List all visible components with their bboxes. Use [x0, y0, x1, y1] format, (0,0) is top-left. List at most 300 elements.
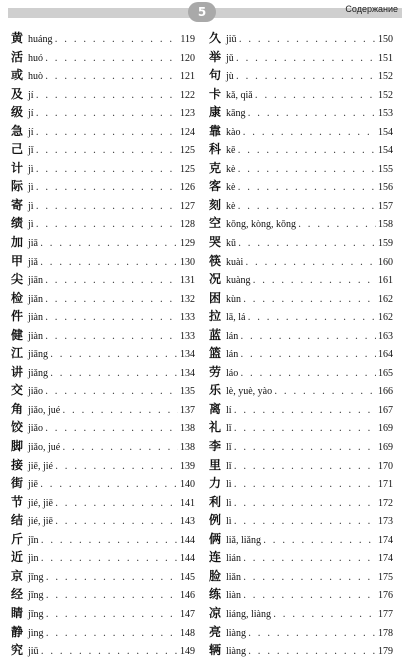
entry-pinyin: jié, jiē — [28, 516, 53, 528]
index-entry — [209, 29, 393, 48]
entry-pinyin: lán — [226, 330, 239, 342]
entry-page-number: 156 — [378, 182, 393, 194]
dot-leader — [242, 127, 376, 138]
dot-leader — [243, 553, 376, 564]
entry-page-number: 144 — [180, 553, 195, 565]
dot-leader — [237, 182, 376, 193]
entry-page-number: 127 — [180, 200, 195, 212]
entry-character: 静 — [11, 624, 24, 639]
index-entry — [11, 289, 195, 308]
entry-pinyin: láo — [226, 367, 239, 379]
dot-leader — [234, 479, 376, 490]
entry-page-number: 163 — [378, 330, 393, 342]
entry-page-number: 145 — [180, 571, 195, 583]
entry-character: 件 — [11, 309, 24, 324]
entry-page-number: 166 — [378, 386, 393, 398]
index-entry — [11, 418, 195, 437]
entry-character: 黄 — [11, 31, 24, 45]
entry-character: 际 — [11, 179, 24, 194]
entry-pinyin: jì — [28, 200, 34, 212]
entry-character: 街 — [11, 476, 24, 491]
entry-page-number: 147 — [180, 608, 195, 620]
dot-leader — [237, 145, 376, 156]
entry-character: 久 — [209, 31, 222, 45]
entry-page-number: 162 — [378, 293, 393, 305]
index-entry — [209, 307, 393, 326]
dot-leader — [41, 535, 178, 546]
entry-pinyin: jiǎo, jué — [28, 404, 61, 416]
entry-character: 离 — [209, 401, 222, 416]
dot-leader — [237, 201, 376, 212]
entry-page-number: 169 — [378, 442, 393, 454]
entry-pinyin: jīng — [28, 571, 44, 583]
entry-character: 尖 — [11, 272, 24, 287]
dot-leader — [36, 164, 178, 175]
entry-pinyin: jiē, jié — [28, 460, 53, 472]
index-entry — [209, 85, 393, 104]
entry-character: 活 — [11, 49, 24, 64]
entry-pinyin: huó — [28, 52, 43, 64]
entry-pinyin: lè, yuè, yào — [226, 386, 273, 398]
dot-leader — [248, 628, 376, 639]
entry-character: 经 — [11, 587, 24, 602]
entry-page-number: 148 — [180, 627, 195, 639]
entry-character: 连 — [209, 550, 222, 565]
entry-character: 筷 — [209, 253, 222, 268]
entry-page-number: 124 — [180, 126, 195, 138]
entry-page-number: 138 — [180, 442, 195, 454]
entry-character: 力 — [209, 476, 222, 491]
entry-pinyin: liǎn — [226, 571, 241, 583]
entry-character: 卡 — [209, 86, 222, 101]
index-entry — [209, 418, 393, 437]
entry-character: 刻 — [209, 197, 222, 212]
index-entry — [11, 530, 195, 549]
entry-page-number: 138 — [180, 423, 195, 435]
index-entry — [209, 48, 393, 67]
entry-character: 脚 — [11, 439, 24, 454]
entry-page-number: 152 — [378, 89, 393, 101]
entry-pinyin: jìng — [28, 627, 44, 639]
entry-pinyin: liàng — [226, 627, 246, 639]
entry-character: 己 — [11, 142, 24, 157]
dot-leader — [45, 331, 178, 342]
entry-page-number: 122 — [180, 89, 195, 101]
index-entry — [209, 66, 393, 85]
entry-page-number: 167 — [378, 404, 393, 416]
entry-pinyin: kē — [226, 145, 236, 157]
entry-pinyin: jì — [28, 182, 34, 194]
entry-pinyin: lǐ — [226, 423, 232, 435]
dot-leader — [45, 275, 178, 286]
entry-page-number: 130 — [180, 256, 195, 268]
index-entry — [11, 474, 195, 493]
entry-page-number: 125 — [180, 145, 195, 157]
index-entry — [11, 214, 195, 233]
index-entry — [209, 326, 393, 345]
dot-leader — [243, 294, 376, 305]
entry-character: 俩 — [209, 531, 222, 546]
entry-character: 交 — [11, 383, 24, 398]
index-entry — [209, 400, 393, 419]
index-entry — [11, 122, 195, 141]
entry-pinyin: jiàn — [28, 312, 43, 324]
entry-character: 接 — [11, 457, 24, 472]
dot-leader — [234, 498, 376, 509]
entry-page-number: 172 — [378, 497, 393, 509]
entry-page-number: 134 — [180, 349, 195, 361]
entry-page-number: 149 — [180, 646, 195, 658]
entry-pinyin: jǔ — [226, 52, 234, 64]
dot-leader — [234, 405, 376, 416]
dot-leader — [54, 34, 178, 45]
entry-character: 空 — [209, 216, 222, 231]
dot-leader — [234, 461, 376, 472]
dot-leader — [243, 572, 376, 583]
right-index-column — [209, 29, 393, 660]
entry-pinyin: jí — [28, 108, 34, 120]
index-entry — [209, 456, 393, 475]
index-entry — [11, 604, 195, 623]
entry-page-number: 177 — [378, 608, 393, 620]
index-entry — [11, 252, 195, 271]
dot-leader — [36, 108, 178, 119]
entry-pinyin: jiǎo — [28, 423, 43, 435]
entry-pinyin: liǎ, liǎng — [226, 534, 261, 546]
entry-character: 困 — [209, 290, 222, 305]
entry-pinyin: jìn — [28, 553, 39, 565]
entry-character: 结 — [11, 513, 24, 528]
entry-pinyin: liàng — [226, 646, 246, 658]
index-entry — [209, 493, 393, 512]
entry-pinyin: kùn — [226, 293, 241, 305]
entry-pinyin: kōng, kòng, kōng — [226, 219, 296, 231]
dot-leader — [234, 516, 376, 527]
entry-character: 健 — [11, 327, 24, 342]
entry-character: 句 — [209, 68, 222, 83]
entry-character: 脸 — [209, 568, 222, 583]
entry-page-number: 123 — [180, 108, 195, 120]
entry-pinyin: lì — [226, 516, 232, 528]
entry-pinyin: kè — [226, 200, 236, 212]
entry-pinyin: kè — [226, 182, 236, 194]
entry-character: 近 — [11, 550, 24, 565]
index-entry — [11, 29, 195, 48]
index-entry — [209, 344, 393, 363]
index-entry — [11, 641, 195, 660]
entry-page-number: 178 — [378, 627, 393, 639]
entry-character: 举 — [209, 49, 222, 64]
entry-character: 睛 — [11, 605, 24, 620]
dot-leader — [298, 219, 376, 230]
entry-character: 乐 — [209, 383, 222, 398]
entry-character: 寄 — [11, 197, 24, 212]
entry-character: 劳 — [209, 364, 222, 379]
entry-character: 蓝 — [209, 327, 222, 342]
entry-page-number: 165 — [378, 367, 393, 379]
entry-pinyin: jié, jiē — [28, 497, 53, 509]
index-entry — [11, 437, 195, 456]
entry-pinyin: jīng — [28, 608, 44, 620]
entry-pinyin: kū — [226, 238, 236, 250]
dot-leader — [263, 535, 376, 546]
entry-page-number: 174 — [378, 534, 393, 546]
entry-pinyin: jiān — [28, 275, 43, 287]
entry-page-number: 128 — [180, 219, 195, 231]
dot-leader — [46, 628, 178, 639]
entry-page-number: 175 — [378, 571, 393, 583]
entry-page-number: 119 — [180, 34, 195, 45]
entry-pinyin: lì — [226, 479, 232, 491]
index-entry — [11, 381, 195, 400]
dot-leader — [234, 442, 376, 453]
dot-leader — [239, 34, 376, 45]
entry-page-number: 176 — [378, 590, 393, 602]
entry-character: 靠 — [209, 123, 222, 138]
dot-leader — [40, 257, 178, 268]
entry-page-number: 131 — [180, 275, 195, 287]
index-entry — [11, 307, 195, 326]
index-entry — [11, 66, 195, 85]
index-entry — [209, 122, 393, 141]
entry-page-number: 144 — [180, 534, 195, 546]
dot-leader — [237, 164, 376, 175]
index-entry — [11, 400, 195, 419]
entry-pinyin: jiū — [28, 646, 39, 658]
dot-leader — [240, 368, 376, 379]
dot-leader — [36, 145, 178, 156]
entry-character: 里 — [209, 457, 222, 472]
dot-leader — [36, 182, 178, 193]
entry-page-number: 132 — [180, 293, 195, 305]
dot-leader — [236, 71, 376, 82]
index-entry — [11, 159, 195, 178]
dot-leader — [50, 349, 178, 360]
dot-leader — [62, 405, 178, 416]
index-entry — [209, 177, 393, 196]
entry-pinyin: jǐ — [28, 145, 34, 157]
page-number-badge: 5 — [188, 2, 216, 22]
entry-character: 篮 — [209, 346, 222, 361]
index-entry — [11, 103, 195, 122]
entry-page-number: 126 — [180, 182, 195, 194]
index-entry — [11, 548, 195, 567]
index-entry — [209, 437, 393, 456]
index-entry — [209, 511, 393, 530]
entry-page-number: 135 — [180, 386, 195, 398]
index-entry — [209, 381, 393, 400]
entry-pinyin: jiē — [28, 479, 38, 491]
dot-leader — [247, 108, 376, 119]
index-entry — [209, 159, 393, 178]
entry-character: 或 — [11, 68, 24, 83]
dot-leader — [45, 312, 178, 323]
dot-leader — [36, 127, 178, 138]
entry-pinyin: jù — [226, 71, 234, 83]
entry-pinyin: liàn — [226, 590, 241, 602]
index-entry — [11, 326, 195, 345]
entry-pinyin: lǐ — [226, 442, 232, 454]
index-entry — [11, 363, 195, 382]
index-entry — [209, 289, 393, 308]
dot-leader — [234, 423, 376, 434]
index-entry — [11, 270, 195, 289]
dot-leader — [252, 275, 376, 286]
entry-pinyin: jīn — [28, 534, 39, 546]
left-index-column — [11, 29, 195, 660]
entry-page-number: 173 — [378, 516, 393, 528]
dot-leader — [40, 238, 178, 249]
entry-page-number: 157 — [378, 200, 393, 212]
entry-page-number: 139 — [180, 460, 195, 472]
index-entry — [209, 604, 393, 623]
entry-pinyin: lì — [226, 497, 232, 509]
entry-character: 科 — [209, 142, 222, 157]
entry-character: 康 — [209, 105, 222, 120]
index-entry — [11, 567, 195, 586]
entry-page-number: 121 — [180, 71, 195, 83]
entry-page-number: 179 — [378, 646, 393, 658]
entry-page-number: 153 — [378, 108, 393, 120]
index-entry — [11, 196, 195, 215]
entry-page-number: 158 — [378, 219, 393, 231]
entry-character: 饺 — [11, 420, 24, 435]
entry-pinyin: lí — [226, 404, 232, 416]
dot-leader — [243, 590, 376, 601]
index-entry — [209, 214, 393, 233]
entry-pinyin: kào — [226, 126, 241, 138]
entry-page-number: 141 — [180, 497, 195, 509]
dot-leader — [40, 479, 178, 490]
entry-character: 拉 — [209, 309, 222, 324]
entry-character: 克 — [209, 160, 222, 175]
entry-pinyin: lā, lá — [226, 312, 246, 324]
dot-leader — [245, 257, 376, 268]
entry-pinyin: kāng — [226, 108, 246, 120]
index-entry — [11, 344, 195, 363]
dot-leader — [45, 423, 178, 434]
index-entry — [11, 140, 195, 159]
entry-pinyin: jiāng — [28, 349, 48, 361]
dot-leader — [248, 646, 376, 657]
dot-leader — [45, 53, 178, 64]
entry-page-number: 120 — [180, 52, 195, 64]
entry-character: 练 — [209, 587, 222, 602]
entry-page-number: 143 — [180, 516, 195, 528]
index-entry — [209, 270, 393, 289]
entry-page-number: 151 — [378, 52, 393, 64]
index-entry — [209, 641, 393, 660]
entry-page-number: 154 — [378, 145, 393, 157]
entry-pinyin: liáng, liàng — [226, 608, 271, 620]
entry-page-number: 161 — [378, 275, 393, 287]
index-entry — [209, 196, 393, 215]
entry-pinyin: jiàn — [28, 330, 43, 342]
dot-leader — [46, 572, 178, 583]
entry-character: 亮 — [209, 624, 222, 639]
entry-pinyin: jiǎn — [28, 293, 43, 305]
page-header — [0, 0, 410, 22]
entry-page-number: 154 — [378, 126, 393, 138]
entry-character: 况 — [209, 272, 222, 287]
dot-leader — [45, 386, 178, 397]
entry-pinyin: kuài — [226, 256, 244, 268]
index-entry — [209, 103, 393, 122]
entry-character: 甲 — [11, 253, 24, 268]
dot-leader — [55, 516, 178, 527]
entry-page-number: 159 — [378, 238, 393, 250]
entry-character: 检 — [11, 290, 24, 305]
entry-character: 及 — [11, 86, 24, 101]
entry-page-number: 133 — [180, 330, 195, 342]
index-entry — [209, 530, 393, 549]
index-entry — [209, 623, 393, 642]
index-entry — [11, 511, 195, 530]
dot-leader — [36, 90, 178, 101]
entry-character: 客 — [209, 179, 222, 194]
dot-leader — [273, 609, 376, 620]
dot-leader — [55, 498, 178, 509]
entry-page-number: 174 — [378, 553, 393, 565]
entry-pinyin: jí — [28, 126, 34, 138]
entry-character: 哭 — [209, 235, 222, 250]
entry-character: 利 — [209, 494, 222, 509]
index-entry — [11, 85, 195, 104]
entry-character: 节 — [11, 494, 24, 509]
entry-page-number: 155 — [378, 163, 393, 175]
entry-pinyin: jì — [28, 163, 34, 175]
entry-character: 例 — [209, 513, 222, 528]
dot-leader — [46, 590, 178, 601]
entry-pinyin: jí — [28, 89, 34, 101]
index-entry — [11, 177, 195, 196]
entry-character: 计 — [11, 160, 24, 175]
entry-pinyin: jīng — [28, 590, 44, 602]
dot-leader — [62, 442, 178, 453]
entry-character: 江 — [11, 346, 24, 361]
dot-leader — [50, 368, 178, 379]
entry-pinyin: lǐ — [226, 460, 232, 472]
entry-character: 级 — [11, 105, 24, 120]
entry-page-number: 137 — [180, 404, 195, 416]
entry-pinyin: lián — [226, 553, 241, 565]
entry-character: 凉 — [209, 605, 222, 620]
dot-leader — [274, 386, 376, 397]
index-entry — [209, 585, 393, 604]
index-entry — [209, 140, 393, 159]
dot-leader — [240, 349, 376, 360]
entry-character: 究 — [11, 643, 24, 658]
entry-page-number: 125 — [180, 163, 195, 175]
section-title: Содержание — [345, 4, 398, 14]
dot-leader — [36, 201, 178, 212]
entry-page-number: 164 — [378, 349, 393, 361]
entry-character: 辆 — [209, 643, 222, 658]
entry-page-number: 162 — [378, 312, 393, 324]
entry-pinyin: jiā — [28, 238, 38, 250]
dot-leader — [41, 646, 178, 657]
entry-page-number: 129 — [180, 238, 195, 250]
entry-character: 礼 — [209, 420, 222, 435]
dot-leader — [36, 219, 178, 230]
entry-character: 京 — [11, 568, 24, 583]
entry-pinyin: jiǎo, jué — [28, 442, 61, 454]
entry-character: 急 — [11, 123, 24, 138]
index-entry — [209, 252, 393, 271]
index-entry — [11, 585, 195, 604]
index-entry — [209, 548, 393, 567]
dot-leader — [247, 312, 376, 323]
